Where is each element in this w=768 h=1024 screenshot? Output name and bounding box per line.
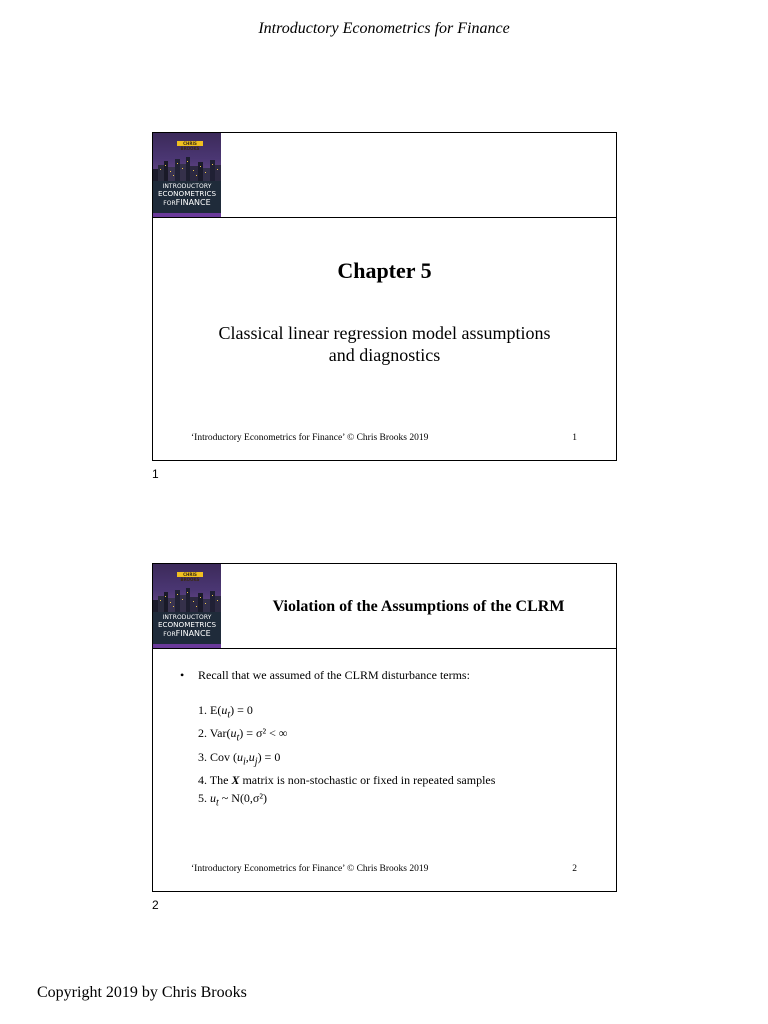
assumption-list — [198, 701, 596, 813]
assumption-4: 4. The X matrix is non-stochastic or fixed in repeated samples — [198, 773, 496, 788]
assumption-5: 5. $u_t$ ~ N(0,σ²) — [198, 791, 267, 809]
slide-title: Violation of the Assumptions of the CLRM — [272, 597, 565, 615]
assumption-1: 1. $E(u_t) = 0$ — [198, 703, 253, 721]
slide-1 — [152, 132, 617, 461]
cover-author: CHRIS BROOKS — [177, 572, 203, 577]
slide-index: 1 — [152, 467, 159, 481]
bullet-icon: • — [180, 668, 185, 682]
copyright-notice: Copyright 2019 by Chris Brooks — [37, 984, 247, 1001]
slide-header — [153, 564, 616, 649]
cover-title: INTRODUCTORY ECONOMETRICS FORFINANCE — [153, 181, 221, 217]
slide-number: 1 — [572, 433, 577, 443]
footer-credit: ‘Introductory Econometrics for Finance’ © Chris Brooks 2019 — [191, 864, 429, 874]
bullet-item: • Recall that we assumed of the CLRM disturbance terms: — [180, 668, 470, 682]
cover-author: CHRIS BROOKS — [177, 141, 203, 146]
book-cover-image — [153, 564, 221, 648]
book-cover-image — [153, 133, 221, 217]
assumption-3: 3. Cov $(u_i,u_j) = 0$ — [198, 749, 281, 768]
slide-2 — [152, 563, 617, 892]
cover-title: INTRODUCTORY ECONOMETRICS FORFINANCE — [153, 612, 221, 648]
slide-header — [153, 133, 616, 218]
page-header-title: Introductory Econometrics for Finance — [258, 20, 510, 37]
footer-credit: ‘Introductory Econometrics for Finance’ © Chris Brooks 2019 — [191, 433, 429, 443]
chapter-label: Chapter 5 — [337, 258, 432, 283]
assumption-2: 2. $Var(u_t) = \sigma^2$ < ∞ — [198, 726, 288, 744]
slide-number: 2 — [572, 864, 577, 874]
skyline-icon — [153, 586, 221, 612]
slide-body — [180, 668, 596, 813]
chapter-subtitle: Classical linear regression model assumptions and diagnostics — [218, 323, 551, 365]
skyline-icon — [153, 155, 221, 181]
slide-index: 2 — [152, 898, 159, 912]
